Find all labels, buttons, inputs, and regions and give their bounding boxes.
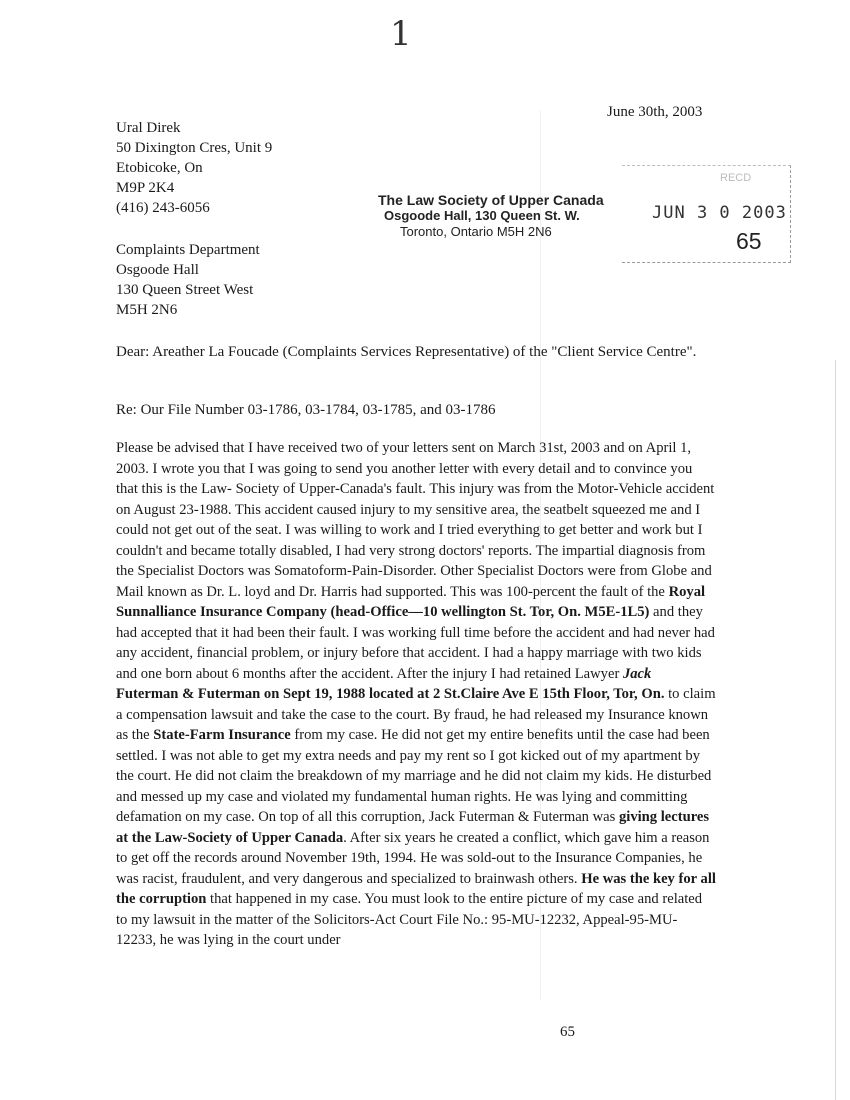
recipient-line-2: Osgoode Hall	[116, 262, 199, 278]
law-society-stamp	[378, 192, 604, 240]
stamp-line-2: Osgoode Hall, 130 Queen St. W.	[384, 208, 580, 223]
body-bold-3: State-Farm Insurance	[153, 727, 291, 743]
recipient-line-3: 130 Queen Street West	[116, 282, 254, 298]
body-text-1: Please be advised that I have received two of your letters sent on March 31st, 2003 and on April 1, 2003. I wrote you that I was going to send you another letter with every detail and to convince you that this is the Law- Society of Upper-Canada's fault. This injury was from the Motor-Vehicle accident on August 23-1988. This accident caused injury to my sensitive area, the seatbelt squeezed me and I could not get out of the seat. I was willing to work and I tried everything to get better and work but I couldn't and became totally disabled, I had very strong doctors' reports. The impartial diagnosis from the Specialist Doctors was Somatoform-Pain-Disorder. Other Specialist Doctors were from Globe and Mail known as Dr. L. loyd and Dr. Harris had supported. This was 100-percent the fault of the	[116, 440, 715, 600]
body-text-3: to claim a compensation lawsuit and take the case to the court. By fraud, he had released my Insurance known as the	[116, 686, 716, 743]
salutation: Dear: Areather La Foucade (Complaints Services Representative) of the "Client Service Centre".	[116, 344, 697, 360]
letter-body	[116, 438, 716, 951]
handwritten-page-mark: 1	[390, 14, 412, 54]
body-bold-5: He was the key for all the corruption	[116, 870, 716, 907]
sender-address	[116, 118, 272, 218]
body-bold-4: giving lectures at the Law-Society of Upper Canada	[116, 809, 710, 846]
letter-date: June 30th, 2003	[607, 104, 703, 120]
page-number: 65	[560, 1024, 575, 1040]
stamp-line-1: The Law Society of Upper Canada	[378, 192, 604, 208]
received-stamp-date: JUN 3 0 2003	[652, 203, 787, 223]
received-stamp-faint-label: RECD	[720, 172, 752, 184]
re-line: Re: Our File Number 03-1786, 03-1784, 03-1785, and 03-1786	[116, 402, 496, 418]
body-text-2: and they had accepted that it had been their fault. I was working full time before the accident and had never had any accident, financial problem, or injury before that accident. I had a happy marriage with two kids and one born about 6 months after the accident. After the injury I had retained Lawyer	[116, 604, 715, 682]
sender-postal: M9P 2K4	[116, 180, 175, 196]
recipient-line-4: M5H 2N6	[116, 302, 178, 318]
body-text-6: that happened in my case. You must look to the entire picture of my case and related to my lawsuit in the matter of the Solicitors-Act Court File No.: 95-MU-12232, Appeal-95-MU-12233, he was lying in the court under	[116, 891, 703, 948]
body-text-4: from my case. He did not get my entire benefits until the case had been settled. I was not able to get my extra needs and pay my rent so I got kicked out of my apartment by the court. He did not claim the breakdown of my marriage and he did not claim my kids. He disturbed and messed up my case and violated my fundamental human rights. He was lying and committing defamation on my case. On top of all this corruption, Jack Futerman & Futerman was	[116, 727, 712, 825]
sender-street: 50 Dixington Cres, Unit 9	[116, 140, 273, 156]
sender-city: Etobicoke, On	[116, 160, 203, 176]
body-bold-1: Royal Sunnalliance Insurance Company (head-Office—10 wellington St. Tor, On. M5E-1L5)	[116, 583, 706, 620]
stamp-line-3: Toronto, Ontario M5H 2N6	[400, 224, 552, 239]
body-text-5: . After six years he created a conflict, which gave him a reason to get off the records around November 19th, 1994. He was sold-out to the Insurance Companies, he was racist, fraudulent, and very dangerous and specialized to brainwash others.	[116, 829, 710, 887]
page-edge-shadow	[835, 360, 836, 1100]
recipient-address	[116, 240, 260, 320]
sender-name: Ural Direk	[116, 120, 181, 136]
body-bold-2: Futerman & Futerman on Sept 19, 1988 located at 2 St.Claire Ave E 15th Floor, Tor, On.	[116, 686, 665, 702]
received-stamp-number: 65	[736, 228, 762, 254]
body-bold-italic-1: Jack	[622, 665, 652, 682]
recipient-line-1: Complaints Department	[116, 242, 260, 258]
sender-phone: (416) 243-6056	[116, 200, 210, 216]
